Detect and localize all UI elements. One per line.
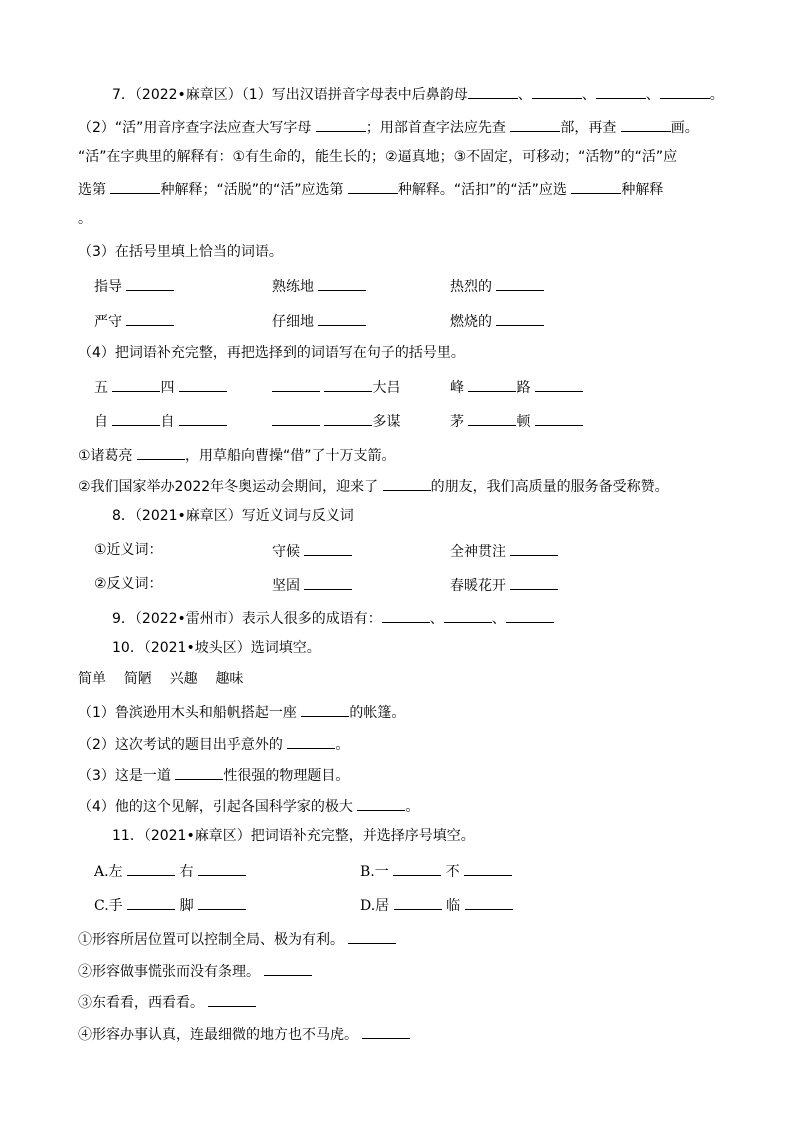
word: 指导 <box>94 279 122 295</box>
answer-blank[interactable] <box>137 445 185 460</box>
q7-text: 种解释。“活扣”的“活”应选 <box>397 182 567 198</box>
q9-line <box>112 608 554 628</box>
q11-title: 11．（2021•麻章区）把词语补充完整，并选择序号填空。 <box>112 828 475 844</box>
separator: 、 <box>429 611 444 627</box>
word-option: 简单 <box>78 671 106 687</box>
word: 全神贯注 <box>450 544 506 560</box>
answer-blank[interactable] <box>318 276 366 291</box>
answer-blank[interactable] <box>179 377 227 392</box>
q7-line2 <box>78 117 699 137</box>
q7-line4 <box>78 179 663 199</box>
sentence-text: ①诸葛亮 <box>78 448 133 464</box>
item-text: ③东看看，西看看。 <box>78 995 204 1011</box>
q10-item <box>78 702 405 722</box>
word-option: 趣味 <box>215 671 244 687</box>
item-text: （4）他的这个见解，引起各国科学家的极大 <box>78 799 353 815</box>
answer-blank[interactable] <box>304 541 352 556</box>
q7-sub4: （4）把词语补充完整，再把选择到的词语写在句子的括号里。 <box>78 345 465 361</box>
q7-title: 7．（2022•麻章区）（1）写出汉语拼音字母表中后鼻韵母 <box>112 87 468 103</box>
item-text: ②形容做事慌张而没有条理。 <box>78 964 260 980</box>
answer-blank[interactable] <box>348 929 396 944</box>
item-text: （3）这是一道 <box>78 768 171 784</box>
answer-blank[interactable] <box>510 117 560 132</box>
answer-blank[interactable] <box>112 411 160 426</box>
idiom-char: 多谋 <box>372 414 401 430</box>
answer-blank[interactable] <box>382 608 430 623</box>
answer-blank[interactable] <box>532 84 582 99</box>
option-char: 不 <box>445 864 460 880</box>
answer-blank[interactable] <box>127 895 175 910</box>
q11-item <box>78 992 256 1012</box>
word: 仔细地 <box>272 314 314 330</box>
word: 燃烧的 <box>450 314 492 330</box>
q10-title: 10．（2021•坡头区）选词填空。 <box>112 640 321 656</box>
q8-label-antonym: ②反义词： <box>94 576 163 592</box>
word: 热烈的 <box>450 279 492 295</box>
answer-blank[interactable] <box>535 411 583 426</box>
answer-blank[interactable] <box>272 411 320 426</box>
idiom-item <box>272 377 400 397</box>
idiom-char: 大吕 <box>372 380 401 396</box>
option-label: D.居 <box>360 898 390 914</box>
period: 。 <box>709 87 724 103</box>
answer-blank[interactable] <box>496 276 544 291</box>
answer-blank[interactable] <box>510 541 558 556</box>
item-text: 性很强的物理题目。 <box>223 768 350 784</box>
answer-blank[interactable] <box>324 411 372 426</box>
q7-text: 选第 <box>78 182 106 198</box>
q8-label-synonym: ①近义词： <box>94 542 163 558</box>
option-label: C.手 <box>94 898 123 914</box>
word: 坚固 <box>272 578 300 594</box>
idiom-item <box>94 377 227 397</box>
answer-blank[interactable] <box>496 311 544 326</box>
idiom-item <box>272 411 400 431</box>
item-text: ④形容办事认真，连最细微的地方也不马虎。 <box>78 1027 358 1043</box>
answer-blank[interactable] <box>198 861 246 876</box>
idiom-char: 自 <box>94 414 108 430</box>
answer-blank[interactable] <box>468 84 518 99</box>
answer-blank[interactable] <box>394 895 442 910</box>
idiom-char: 自 <box>160 414 175 430</box>
q8-word <box>450 541 558 561</box>
q8-word <box>272 575 352 595</box>
option-label: A.左 <box>94 864 123 880</box>
sentence-text: ②我们国家举办2022年冬奥运动会期间，迎来了 <box>78 479 379 495</box>
answer-blank[interactable] <box>464 861 512 876</box>
q11-option-c <box>94 895 246 915</box>
answer-blank[interactable] <box>506 608 554 623</box>
answer-blank[interactable] <box>208 992 256 1007</box>
answer-blank[interactable] <box>535 377 583 392</box>
word-item <box>272 311 366 331</box>
answer-blank[interactable] <box>287 734 335 749</box>
word-item <box>94 311 174 331</box>
q7-sub2-text: （2）“活”用音序查字法应查大写字母 <box>78 120 312 136</box>
answer-blank[interactable] <box>110 179 160 194</box>
item-text: 。 <box>405 799 420 815</box>
word-option: 简陋 <box>123 671 152 687</box>
separator: 、 <box>517 87 532 103</box>
answer-blank[interactable] <box>179 411 227 426</box>
answer-blank[interactable] <box>468 377 516 392</box>
item-text: 。 <box>335 737 350 753</box>
word-item <box>94 276 174 296</box>
option-char: 右 <box>179 864 194 880</box>
idiom-item <box>450 377 583 397</box>
q11-option-d <box>360 895 513 915</box>
idiom-char: 路 <box>516 380 531 396</box>
answer-blank[interactable] <box>175 765 223 780</box>
q10-options <box>78 670 243 688</box>
q7-sentence-2 <box>78 476 669 496</box>
answer-blank[interactable] <box>357 796 405 811</box>
answer-blank[interactable] <box>571 179 621 194</box>
q8-word <box>450 575 558 595</box>
q7-text: 种解释；“活脱”的“活”应选第 <box>160 182 344 198</box>
item-text: 的帐篷。 <box>349 705 406 721</box>
q11-item <box>78 929 396 949</box>
answer-blank[interactable] <box>324 377 372 392</box>
answer-blank[interactable] <box>444 608 492 623</box>
q7-sub2-text: 部，再查 <box>560 120 617 136</box>
idiom-item <box>94 411 227 431</box>
idiom-char: 峰 <box>450 380 464 396</box>
word: 守候 <box>272 544 300 560</box>
option-char: 临 <box>446 898 461 914</box>
q10-item <box>78 765 349 785</box>
answer-blank[interactable] <box>348 179 398 194</box>
separator: 、 <box>581 87 596 103</box>
idiom-item <box>450 411 583 431</box>
answer-blank[interactable] <box>468 411 516 426</box>
word-option: 兴趣 <box>169 671 198 687</box>
answer-blank[interactable] <box>272 377 320 392</box>
idiom-char: 茅 <box>450 414 464 430</box>
sentence-text: ，用草船向曹操“借”了十万支箭。 <box>185 448 396 464</box>
q10-item <box>78 796 419 816</box>
answer-blank[interactable] <box>621 117 671 132</box>
item-text: （2）这次考试的题目出乎意外的 <box>78 737 283 753</box>
option-label: B.一 <box>360 864 389 880</box>
answer-blank[interactable] <box>393 861 441 876</box>
q11-option-a <box>94 861 246 881</box>
idiom-char: 顿 <box>516 414 531 430</box>
answer-blank[interactable] <box>316 117 366 132</box>
word: 严守 <box>94 314 122 330</box>
q8-title: 8．（2021•麻章区）写近义词与反义词 <box>112 508 354 524</box>
separator: 、 <box>645 87 660 103</box>
q9-title: 9．（2022•雷州市）表示人很多的成语有： <box>112 611 382 627</box>
q7-line5: 。 <box>78 211 92 227</box>
answer-blank[interactable] <box>318 311 366 326</box>
separator: 、 <box>491 611 506 627</box>
answer-blank[interactable] <box>198 895 246 910</box>
q7-sub2-text: 画。 <box>670 120 699 136</box>
word: 熟练地 <box>272 279 314 295</box>
answer-blank[interactable] <box>362 1024 410 1039</box>
q7-sentence-1 <box>78 445 396 465</box>
option-char: 脚 <box>179 898 194 914</box>
q7-line3: “活”在字典里的解释有：①有生命的，能生长的；②逼真地；③不固定，可移动；“活物”的“活”应 <box>78 149 678 165</box>
idiom-char: 四 <box>160 380 175 396</box>
answer-blank[interactable] <box>304 575 352 590</box>
answer-blank[interactable] <box>510 575 558 590</box>
answer-blank[interactable] <box>660 84 710 99</box>
answer-blank[interactable] <box>126 276 174 291</box>
q7-text: 种解释 <box>621 182 664 198</box>
item-text: （1）鲁滨逊用木头和船帆搭起一座 <box>78 705 297 721</box>
word: 春暖花开 <box>450 578 506 594</box>
q7-sub2-text: ；用部首查字法应先查 <box>365 120 506 136</box>
q11-item <box>78 961 312 981</box>
answer-blank[interactable] <box>465 895 513 910</box>
q7-sub3: （3）在括号里填上恰当的词语。 <box>78 244 283 260</box>
word-item <box>450 311 544 331</box>
q8-word <box>272 541 352 561</box>
sentence-text: 的朋友，我们高质量的服务备受称赞。 <box>430 479 669 495</box>
answer-blank[interactable] <box>596 84 646 99</box>
idiom-char: 五 <box>94 380 108 396</box>
answer-blank[interactable] <box>126 311 174 326</box>
answer-blank[interactable] <box>301 702 349 717</box>
answer-blank[interactable] <box>264 961 312 976</box>
q11-option-b <box>360 861 512 881</box>
q7-line1 <box>112 84 724 104</box>
answer-blank[interactable] <box>383 476 431 491</box>
answer-blank[interactable] <box>112 377 160 392</box>
word-item <box>450 276 544 296</box>
q11-item <box>78 1024 410 1044</box>
q10-item <box>78 734 349 754</box>
word-item <box>272 276 366 296</box>
item-text: ①形容所居位置可以控制全局、极为有利。 <box>78 932 344 948</box>
answer-blank[interactable] <box>127 861 175 876</box>
